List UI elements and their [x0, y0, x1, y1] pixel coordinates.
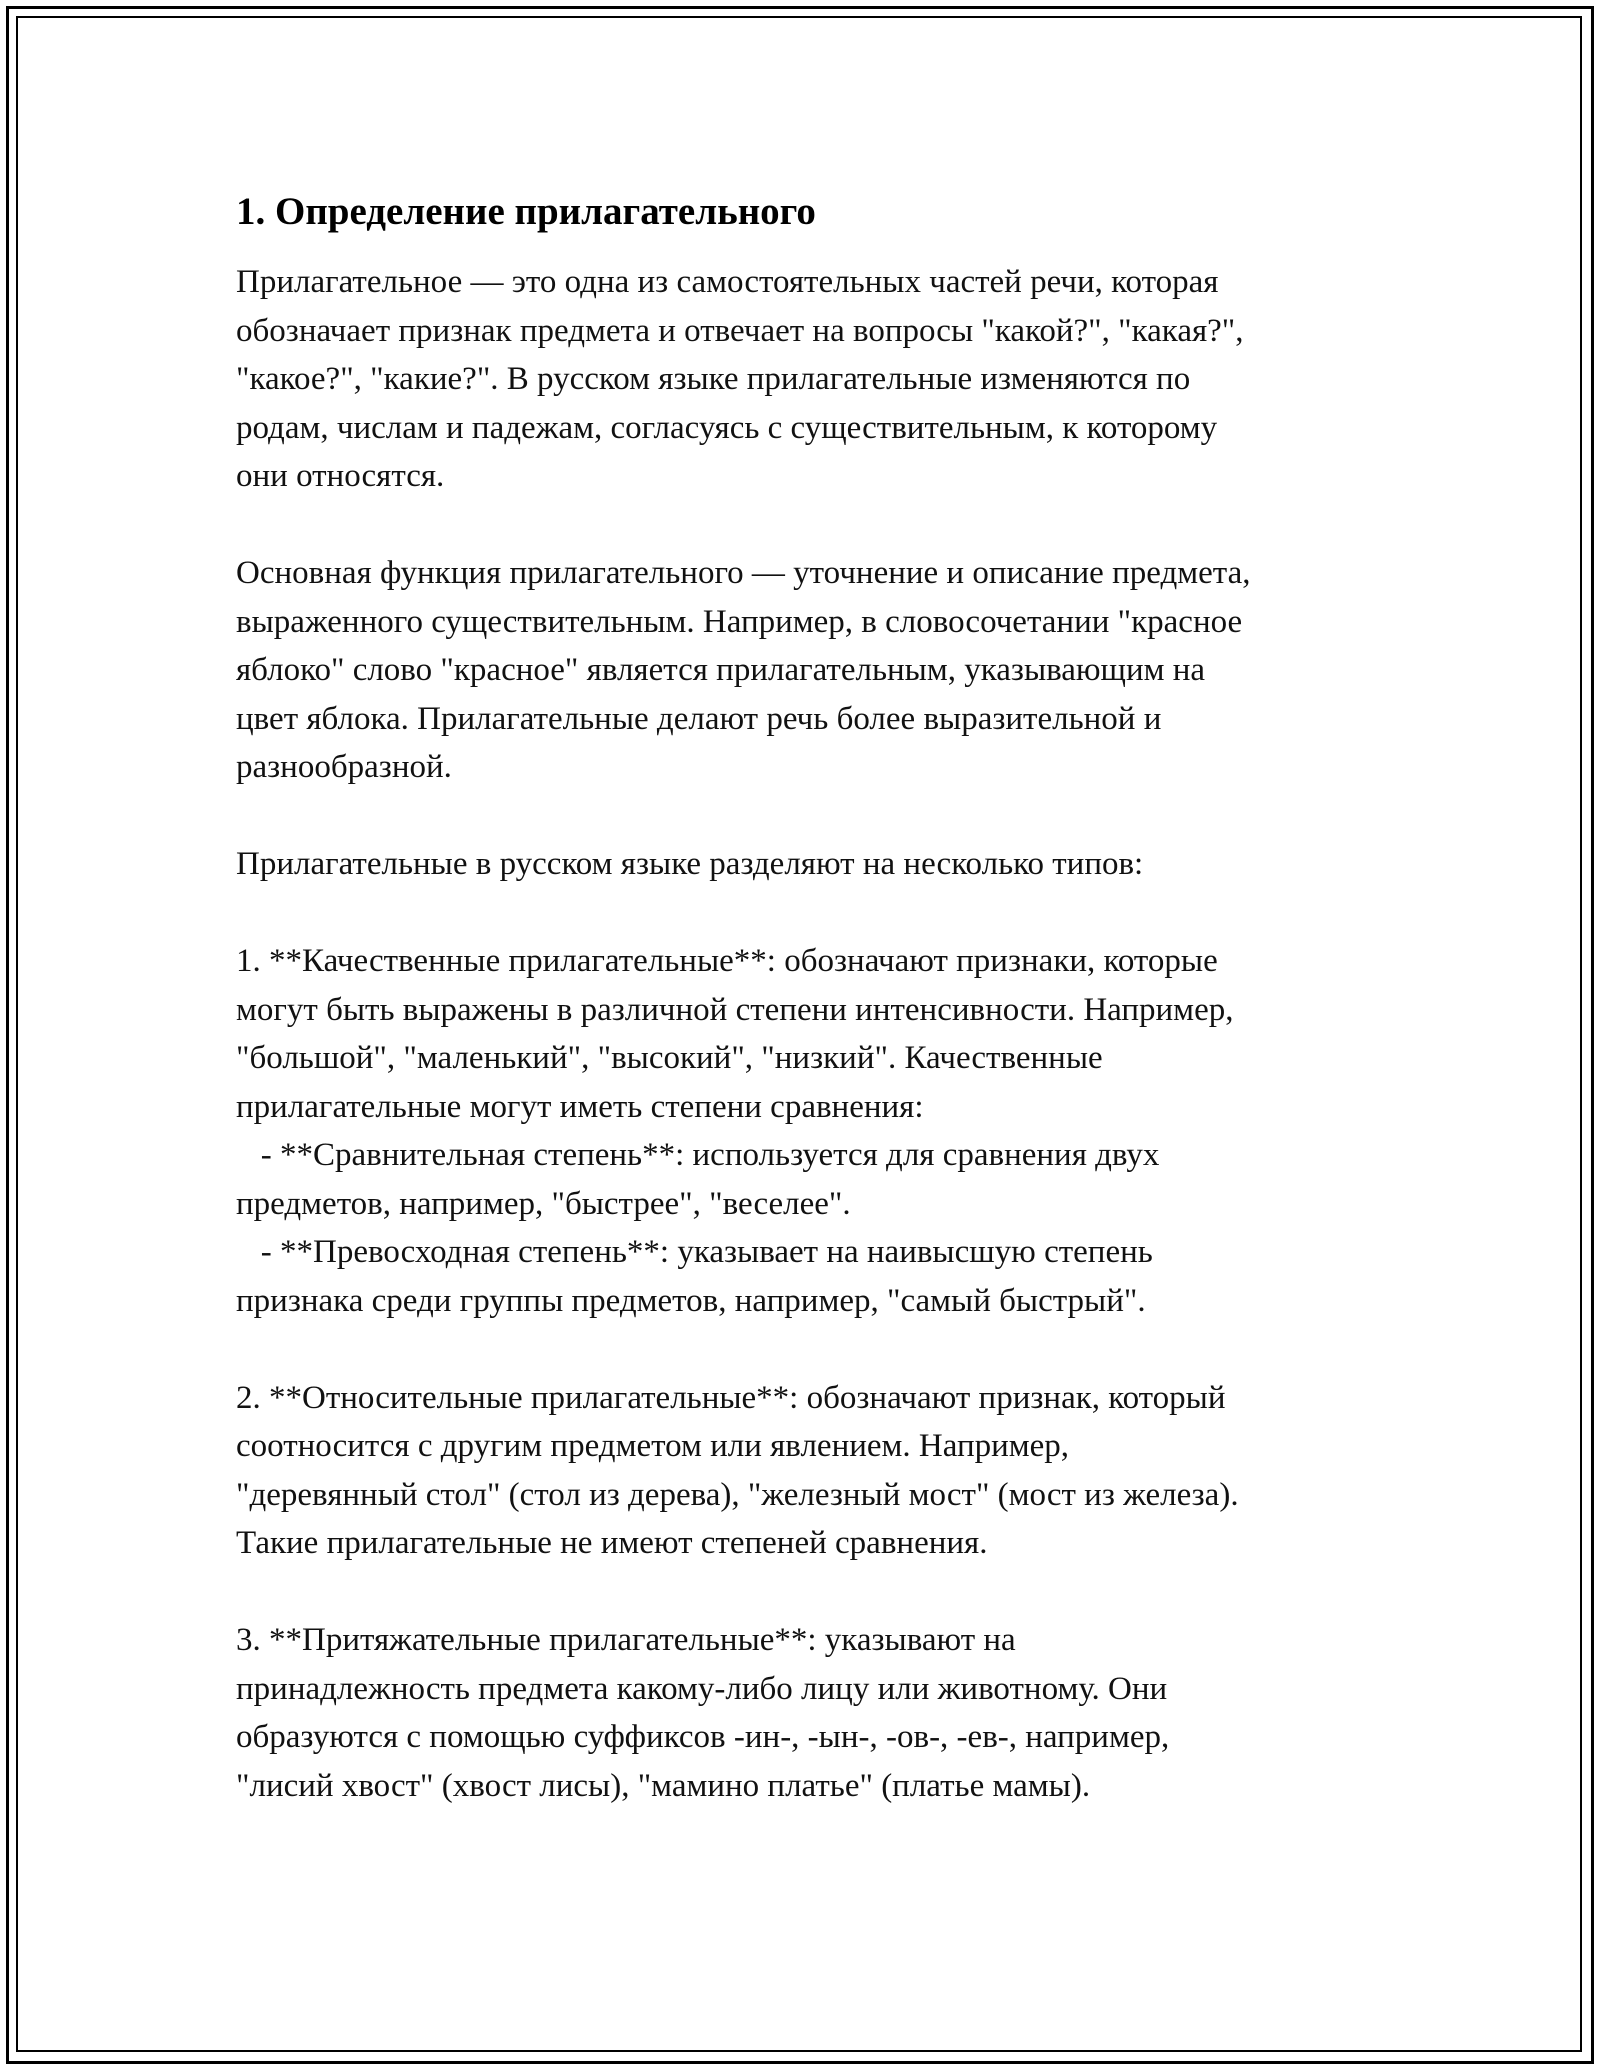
- paragraph-gap: [236, 501, 1416, 550]
- paragraph-function: Основная функция прилагательного — уточнение и описание предмета, выраженного существительным. Например, в словосочетании "красное яблоко" слово "красное" является прилагательным, указывающим на цвет яблока. Прилагательные делают речь более выразительной и разнообразной.: [236, 555, 1251, 785]
- paragraph-relative: 2. **Относительные прилагательные**: обозначают признак, который соотносится с другим предметом или явлением. Например, "деревянный стол" (стол из дерева), "железный мост" (мост из железа). Такие прилагательные не имеют степеней сравнения.: [236, 1379, 1239, 1561]
- paragraph-gap: [236, 1568, 1416, 1617]
- paragraph-possessive: 3. **Притяжательные прилагательные**: указывают на принадлежность предмета какому-либо лицу или животному. Они образуются с помощью суффиксов -ин-, -ын-, -ов-, -ев-, например, "лисий хвост" (хвост лисы), "мамино платье" (платье мамы).: [236, 1622, 1170, 1804]
- paragraph-gap: [236, 1325, 1416, 1374]
- paragraph-gap: [236, 792, 1416, 841]
- paragraph-definition: Прилагательное — это одна из самостоятельных частей речи, которая обозначает признак предмета и отвечает на вопросы "какой?", "какая?", "какое?", "какие?". В русском языке прилагательные изменяются по родам, числам и падежам, согласуясь с существительным, к которому они относятся.: [236, 264, 1244, 494]
- paragraph-types-intro: Прилагательные в русском языке разделяют на несколько типов:: [236, 846, 1144, 882]
- paragraph-qualitative: 1. **Качественные прилагательные**: обозначают признаки, которые могут быть выражены в различной степени интенсивности. Например, "большой", "маленький", "высокий", "низкий". Качественные прилагательные могут иметь степени сравнения: - **Сравнительная степень**: используется для сравнения двух предметов, например, "быстрее", "веселее". - **Превосходная степень**: указывает на наивысшую степень признака среди группы предметов, например, "самый быстрый".: [236, 943, 1234, 1319]
- section-title: 1. Определение прилагательного: [236, 190, 816, 233]
- document-body: [236, 186, 1416, 1810]
- paragraph-gap: [236, 889, 1416, 938]
